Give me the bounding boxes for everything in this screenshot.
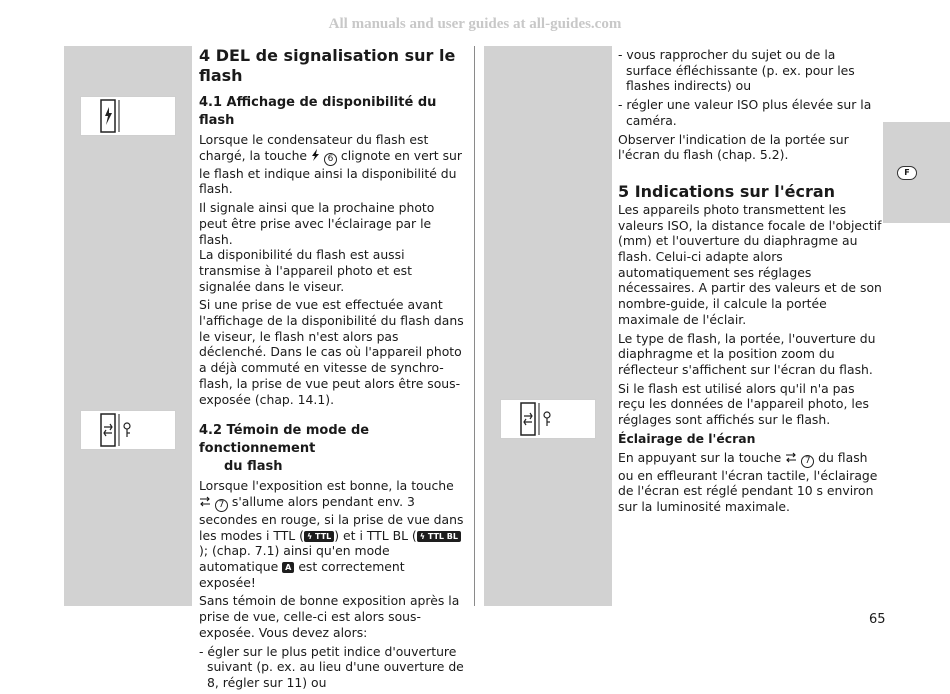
number-6-badge: 6 (324, 153, 337, 166)
flash-button-icon (81, 97, 175, 135)
exposure-arrows-icon (785, 452, 797, 463)
list-item-aperture: - égler sur le plus petit indice d'ouverture suivant (p. ex. au lieu d'une ouverture de 8, régler sur 11) ou (199, 643, 464, 690)
watermark: All manuals and user guides at all-guides.com (328, 16, 622, 32)
list-item-iso: - régler une valeur ISO plus élevée sur la caméra. (618, 97, 872, 128)
section-5-title: 5 Indications sur l'écran (618, 181, 836, 201)
paragraph-no-indicator: Sans témoin de bonne exposition après la prise de vue, celle-ci est alors sous-exposée. Vous devez alors: (199, 593, 460, 640)
paragraph-exposure-ok: Lorsque l'exposition est bonne, la touche 7 s'allume alors pendant env. 3 secondes en rouge, si la prise de vue dans les modes i TTL ( ϟ TTL ) et i TTL BL ( ϟ TTL BL); (chap. 7.1) ainsi qu'en mode automatique A est correctement exposée! (199, 478, 464, 590)
paragraph-flash-ready: Lorsque le condensateur du flash est chargé, la touche 6 clignote en vert sur le flash et indique ainsi la disponibilité du flash. (199, 132, 463, 197)
number-7-badge: 7 (215, 499, 228, 512)
exposure-button-icon (81, 411, 175, 449)
paragraph-display-info: Le type de flash, la portée, l'ouverture du diaphragme et la position zoom du réflecteur s'affichent sur l'écran du flash. (618, 330, 876, 377)
auto-mode-badge: A (282, 562, 294, 573)
number-7-badge: 7 (801, 455, 814, 468)
list-item-approach: - vous rapprocher du sujet ou de la surface éfléchissante (p. ex. pour les flashes indirects) ou (618, 47, 855, 94)
section-4-title: 4 DEL de signalisation sur le flash (199, 46, 456, 85)
paragraph-screen-light: En appuyant sur la touche 7 du flash ou en effleurant l'écran tactile, l'éclairage de l'écran est réglé pendant 10 s environ sur la luminosité maximale. (618, 449, 878, 515)
paragraph-next-photo: Il signale ainsi que la prochaine photo peut être prise avec l'éclairage par le flash. (199, 200, 435, 247)
paragraph-camera-values: Les appareils photo transmettent les valeurs ISO, la distance focale de l'objectif (mm) et l'ouverture du diaphragme au flash. Celui-ci adapte alors automatiquement ses réglages nécessaires. A partir des valeurs et de son nombre-guide, il calcule la portée maximale de l'éclair. (618, 201, 882, 327)
ttl-bl-mode-badge: ϟ TTL BL (417, 531, 461, 542)
exposure-arrows-icon (199, 496, 211, 507)
page-number: 65 (869, 612, 886, 627)
paragraph-underexposed: Si une prise de vue est effectuée avant l'affichage de la disponibilité du flash dans le viseur, le flash n'est alors pas déclenché. Dans le cas où l'appareil photo a déjà commuté en vitesse de synchro-flash, la prise de vue peut alors être sous-exposée (chap. 14.1). (199, 297, 464, 407)
subheading-screen-light: Éclairage de l'écran (618, 430, 756, 446)
paragraph-no-data: Si le flash est utilisé alors qu'il n'a pas reçu les données de l'appareil photo, les réglages sont affichés sur le flash. (618, 380, 869, 428)
right-text-column (618, 47, 884, 518)
flash-ready-button-illustration (80, 96, 176, 136)
paragraph-transmitted: La disponibilité du flash est aussi transmise à l'appareil photo et est signalée dans le viseur. (199, 247, 412, 294)
paragraph-range: Observer l'indication de la portée sur l'écran du flash (chap. 5.2). (618, 131, 849, 163)
section-4-2-title: 4.2 Témoin de mode de fonctionnement du flash (199, 423, 370, 475)
left-text-column (199, 46, 465, 694)
exposure-indicator-illustration-right (500, 399, 596, 439)
exposure-indicator-illustration-left (80, 410, 176, 450)
lightning-icon (311, 149, 320, 161)
language-tab-label: F (897, 166, 917, 180)
right-margin-panel (484, 46, 612, 606)
ttl-mode-badge: ϟ TTL (304, 531, 334, 542)
exposure-button-icon-right (501, 400, 595, 438)
column-divider (474, 46, 475, 606)
section-4-1-title: 4.1 Affichage de disponibilité du flash (199, 95, 437, 128)
